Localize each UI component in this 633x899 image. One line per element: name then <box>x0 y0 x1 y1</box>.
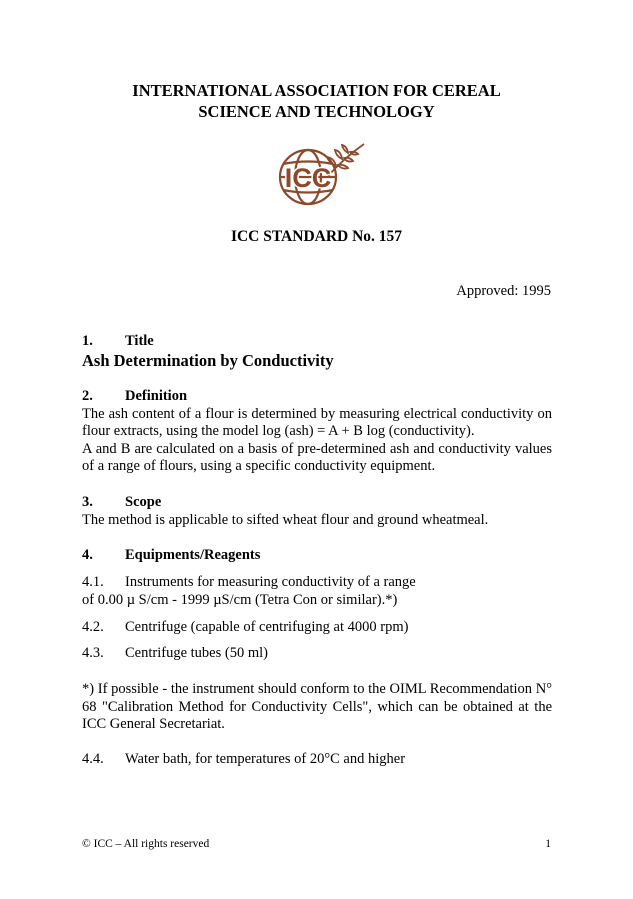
page-number: 1 <box>545 838 551 850</box>
item-text: Instruments for measuring conductivity of a range <box>125 574 416 590</box>
item-text: Centrifuge tubes (50 ml) <box>125 645 268 661</box>
section-number: 2. <box>82 388 93 404</box>
section-heading <box>82 494 552 512</box>
section-heading <box>82 547 552 565</box>
document-title: Ash Determination by Conductivity <box>82 350 334 370</box>
definition-paragraph-2: A and B are calculated on a basis of pre-determined ash and conductivity values of a range of flours, using a specific conductivity equipment. <box>82 440 552 474</box>
logo-text: ICC <box>284 163 332 193</box>
standard-number: ICC STANDARD No. 157 <box>230 228 403 245</box>
page-title <box>0 80 633 122</box>
item-text: Centrifuge (capable of centrifuging at 4000 rpm) <box>125 619 409 635</box>
icc-logo <box>266 140 366 210</box>
item-text-continued: of 0.00 µ S/cm - 1999 µS/cm (Tetra Con or similar).*) <box>82 591 398 608</box>
item-text: Water bath, for temperatures of 20°C and higher <box>125 751 406 767</box>
section-equipment <box>82 547 552 565</box>
approved-date: Approved: 1995 <box>456 283 551 299</box>
equipment-item-4-3 <box>82 645 552 663</box>
item-number: 4.2. <box>82 619 104 635</box>
item-number: 4.1. <box>82 574 104 590</box>
equipment-item-4-4 <box>82 751 552 769</box>
section-heading <box>82 333 552 351</box>
footnote: *) If possible - the instrument should conform to the OIML Recommendation N° 68 "Calibration Method for Conductivity Cells", which can be obtained at the ICC General Secretariat. <box>82 681 552 732</box>
item-number: 4.3. <box>82 645 104 661</box>
equipment-item-4-1 <box>82 574 552 609</box>
section-heading-text: Definition <box>125 388 188 404</box>
title-line-2: SCIENCE AND TECHNOLOGY <box>198 102 435 121</box>
section-definition <box>82 388 552 476</box>
section-title <box>82 333 552 371</box>
definition-paragraph-1: The ash content of a flour is determined by measuring electrical conductivity on flour extracts, using the model log (ash) = A + B log (conductivity). <box>82 405 552 439</box>
section-number: 1. <box>82 333 93 349</box>
section-heading-text: Title <box>125 333 154 349</box>
scope-paragraph: The method is applicable to sifted wheat flour and ground wheatmeal. <box>82 511 489 528</box>
section-heading-text: Scope <box>125 494 162 510</box>
title-line-1: INTERNATIONAL ASSOCIATION FOR CEREAL <box>132 81 501 100</box>
section-scope <box>82 494 552 529</box>
section-number: 4. <box>82 547 93 563</box>
section-heading <box>82 388 552 406</box>
copyright-notice: © ICC – All rights reserved <box>82 838 210 850</box>
item-number: 4.4. <box>82 751 104 767</box>
section-number: 3. <box>82 494 93 510</box>
section-heading-text: Equipments/Reagents <box>125 547 261 563</box>
equipment-item-4-2 <box>82 619 552 637</box>
